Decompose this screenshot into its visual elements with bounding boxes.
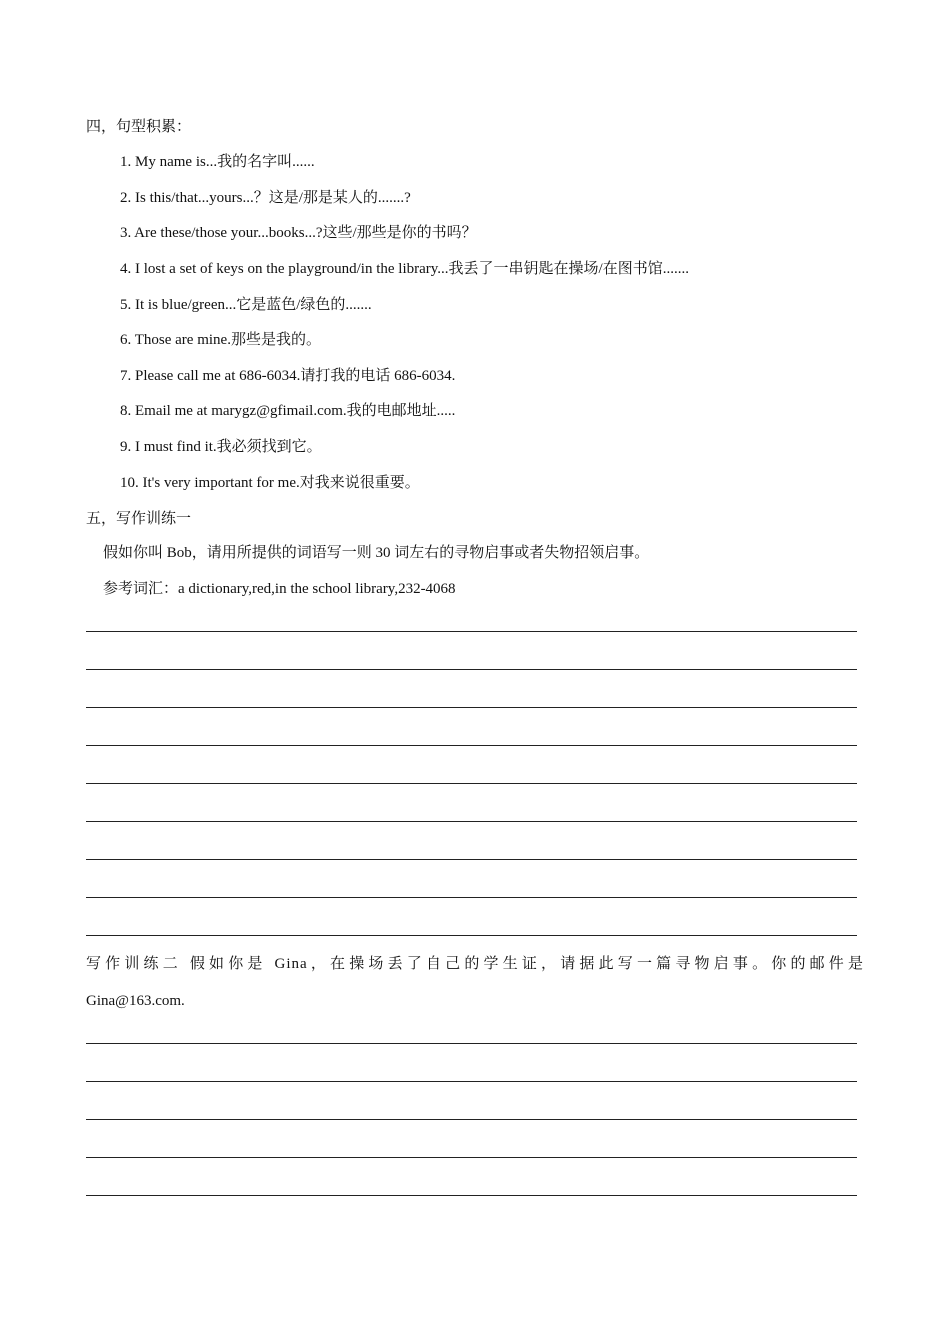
sentence-pattern-3: 3. Are these/those your...books...?这些/那些是你的书吗？	[120, 225, 477, 241]
section-4-title: 四，句型积累：	[86, 119, 192, 135]
reference-vocabulary: 参考词汇：a dictionary,red,in the school library,232-4068	[103, 581, 456, 597]
sentence-pattern-7: 7. Please call me at 686-6034.请打我的电话 686-6034.	[120, 368, 456, 384]
writing-task-1-prompt: 假如你叫 Bob，请用所提供的词语写一则 30 词左右的寻物启事或者失物招领启事。	[103, 545, 650, 561]
writing-line	[86, 669, 857, 670]
sentence-pattern-2: 2. Is this/that...yours...？这是/那是某人的.......?	[120, 190, 411, 206]
writing-line	[86, 783, 857, 784]
writing-task-2-prompt: 写作训练二 假如你是 Gina，在操场丢了自己的学生证，请据此写一篇寻物启事。你的邮件是	[86, 956, 864, 972]
sentence-pattern-8: 8. Email me at marygz@gfimail.com.我的电邮地址.....	[120, 403, 456, 419]
writing-line	[86, 1195, 857, 1196]
sentence-pattern-4: 4. I lost a set of keys on the playground/in the library...我丢了一串钥匙在操场/在图书馆.......	[120, 261, 689, 277]
section-5-title: 五，写作训练一	[86, 511, 192, 527]
writing-task-2-email: Gina@163.com.	[86, 993, 185, 1009]
sentence-pattern-6: 6. Those are mine.那些是我的。	[120, 332, 321, 348]
sentence-pattern-9: 9. I must find it.我必须找到它。	[120, 439, 322, 455]
writing-line	[86, 1043, 857, 1044]
writing-line	[86, 1157, 857, 1158]
writing-line	[86, 897, 857, 898]
writing-line	[86, 707, 857, 708]
writing-line	[86, 935, 857, 936]
sentence-pattern-1: 1. My name is...我的名字叫......	[120, 154, 315, 170]
sentence-pattern-10: 10. It's very important for me.对我来说很重要。	[120, 475, 420, 491]
writing-line	[86, 821, 857, 822]
writing-line	[86, 1081, 857, 1082]
sentence-pattern-5: 5. It is blue/green...它是蓝色/绿色的.......	[120, 297, 372, 313]
writing-line	[86, 631, 857, 632]
writing-line	[86, 745, 857, 746]
writing-line	[86, 859, 857, 860]
writing-line	[86, 1119, 857, 1120]
